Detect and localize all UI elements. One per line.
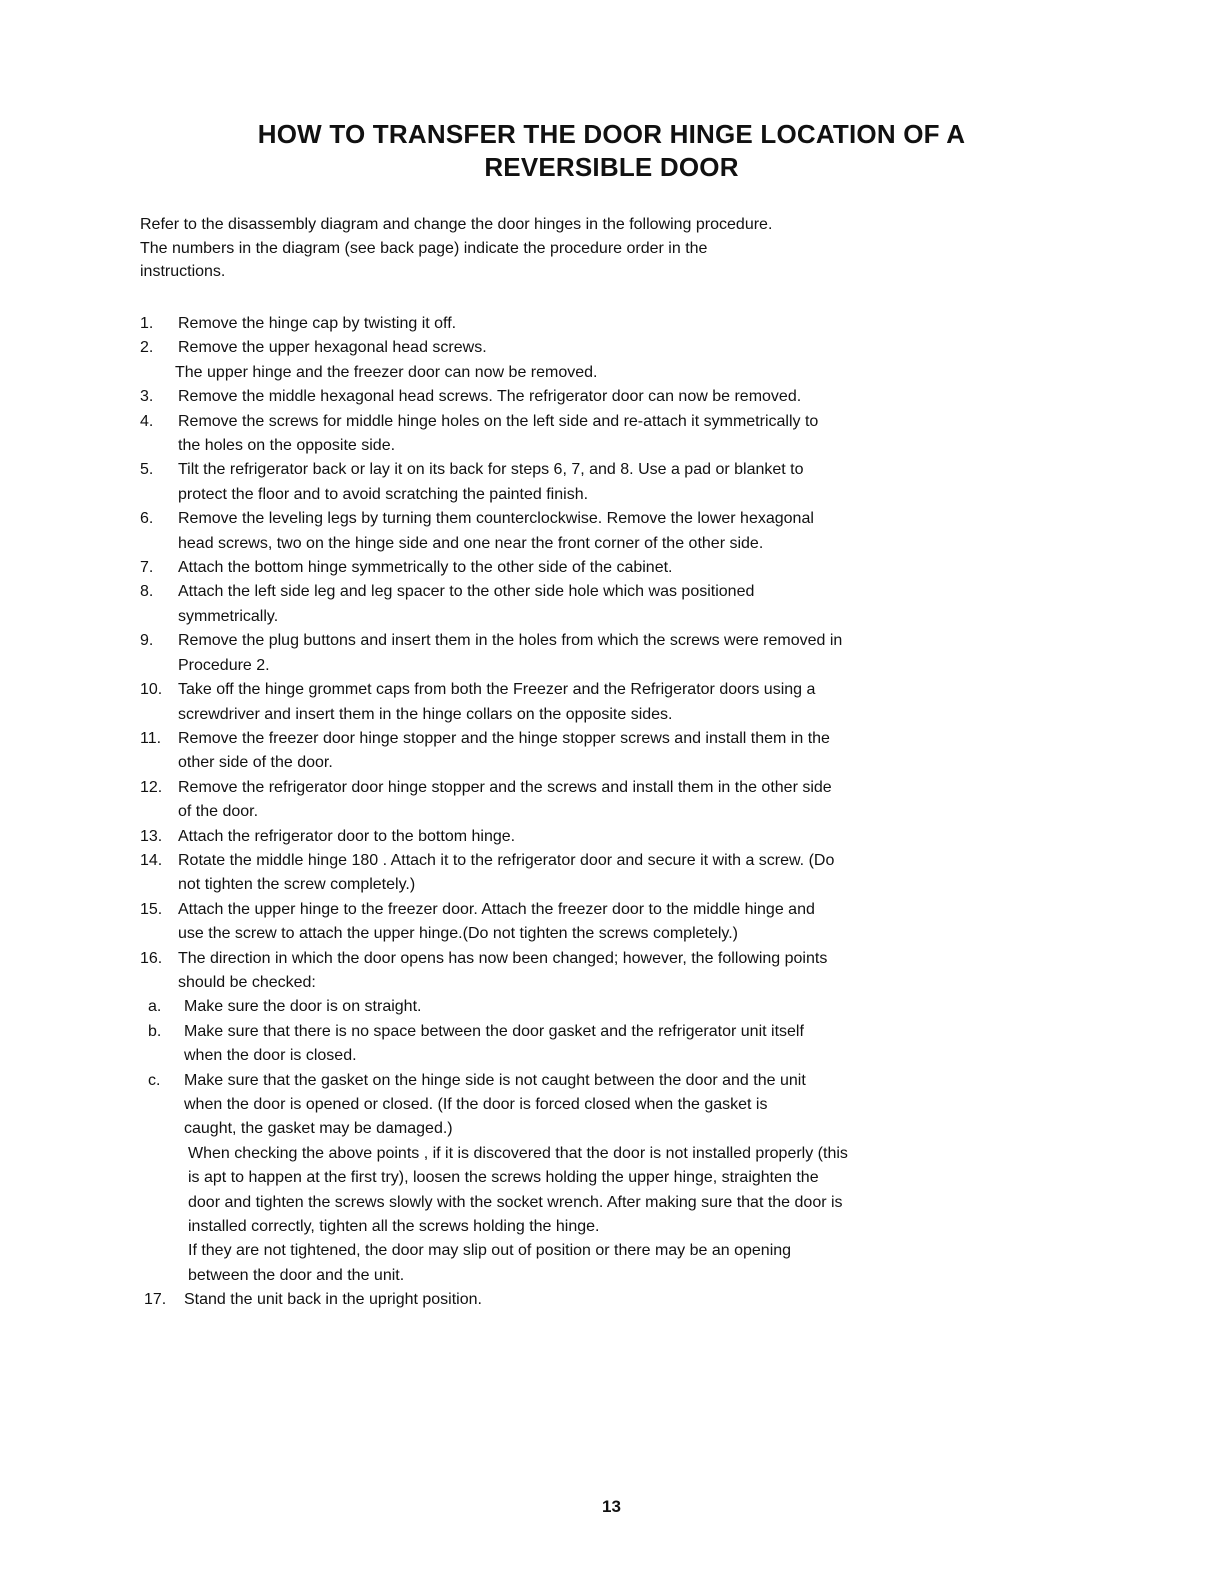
intro-line-2: The numbers in the diagram (see back page) indicate the procedure order in the	[140, 239, 708, 257]
page-number: 13	[602, 1497, 621, 1516]
step-line: use the screw to attach the upper hinge.(Do not tighten the screws completely.)	[178, 925, 738, 943]
step-line: Remove the plug buttons and insert them in the holes from which the screws were removed in	[178, 632, 843, 650]
step-line: Remove the leveling legs by turning them counterclockwise. Remove the lower hexagonal	[178, 510, 814, 528]
procedure-step-5	[140, 458, 1040, 507]
procedure-step-7	[140, 556, 1040, 580]
step-number: 8.	[140, 583, 154, 601]
after-checks-line: is apt to happen at the first try), loosen the screws holding the upper hinge, straighten the	[188, 1169, 819, 1187]
check-points-list	[140, 995, 1040, 1141]
step-line: Remove the hinge cap by twisting it off.	[178, 315, 457, 332]
procedure-step-2	[140, 336, 1040, 385]
step-line: Rotate the middle hinge 180 . Attach it to the refrigerator door and secure it with a screw. (Do	[178, 851, 835, 869]
step-number: 1.	[140, 315, 154, 332]
after-checks-line: door and tighten the screws slowly with the socket wrench. After making sure that the door is	[188, 1193, 843, 1211]
step-number: 5.	[140, 461, 154, 479]
step-line: Remove the refrigerator door hinge stopper and the screws and install them in the other side	[178, 778, 832, 796]
step-line: Procedure 2.	[178, 656, 270, 674]
procedure-step-13	[140, 825, 1040, 849]
check-point-letter: c.	[148, 1071, 161, 1089]
procedure-step-14	[140, 849, 1040, 898]
step-line: Remove the middle hexagonal head screws. The refrigerator door can now be removed.	[178, 388, 802, 406]
step-number: 6.	[140, 510, 154, 528]
step-line: Remove the upper hexagonal head screws.	[178, 339, 487, 357]
procedure-step-12	[140, 776, 1040, 825]
step-line: other side of the door.	[178, 754, 333, 772]
check-point-line: when the door is closed.	[184, 1047, 357, 1065]
step-line: The upper hinge and the freezer door can now be removed.	[175, 363, 598, 381]
step-number: 3.	[140, 388, 154, 406]
procedure-step-9	[140, 629, 1040, 678]
check-point-b	[140, 1020, 1040, 1069]
procedure-step-11	[140, 727, 1040, 776]
after-checks-line: between the door and the unit.	[188, 1266, 405, 1284]
step-number: 17.	[144, 1291, 167, 1309]
step-line: Attach the bottom hinge symmetrically to the other side of the cabinet.	[178, 559, 673, 577]
procedure-steps	[140, 312, 1040, 1313]
procedure-step-4	[140, 410, 1040, 459]
step-number: 9.	[140, 632, 154, 650]
after-checks-paragraph	[140, 1142, 1040, 1288]
step-line: should be checked:	[178, 973, 316, 991]
step-number: 2.	[140, 339, 154, 357]
step-line: of the door.	[178, 803, 259, 821]
step-number: 15.	[140, 900, 163, 918]
procedure-step-10	[140, 678, 1040, 727]
step-line: Remove the freezer door hinge stopper and the hinge stopper screws and install them in the	[178, 729, 830, 747]
step-number: 10.	[140, 681, 163, 699]
check-point-line: when the door is opened or closed. (If the door is forced closed when the gasket is	[184, 1096, 768, 1113]
after-checks-line: If they are not tightened, the door may slip out of position or there may be an opening	[188, 1242, 792, 1260]
step-line: protect the floor and to avoid scratching the painted finish.	[178, 485, 589, 503]
step-number: 13.	[140, 827, 163, 845]
procedure-step-1	[140, 312, 1040, 336]
procedure-step-8	[140, 580, 1040, 629]
title-line-1: HOW TO TRANSFER THE DOOR HINGE LOCATION OF A	[257, 119, 966, 149]
procedure-step-15	[140, 898, 1040, 947]
intro-paragraph	[140, 213, 1040, 284]
after-checks-line: installed correctly, tighten all the screws holding the hinge.	[188, 1218, 600, 1236]
step-line: Remove the screws for middle hinge holes on the left side and re-attach it symmetrically to	[178, 412, 819, 430]
step-number: 7.	[140, 559, 154, 577]
check-point-c	[140, 1069, 1040, 1142]
check-point-line: Make sure that there is no space between the door gasket and the refrigerator unit itself	[184, 1022, 804, 1040]
check-point-line: Make sure that the gasket on the hinge side is not caught between the door and the unit	[184, 1071, 806, 1089]
step-line: Attach the left side leg and leg spacer to the other side hole which was positioned	[178, 583, 755, 601]
title-line-2: REVERSIBLE DOOR	[484, 152, 739, 182]
page-title	[0, 118, 1223, 184]
check-point-line: Make sure the door is on straight.	[184, 998, 422, 1016]
after-checks-line: When checking the above points , if it is discovered that the door is not installed properly (this	[188, 1144, 848, 1162]
check-point-line: caught, the gasket may be damaged.)	[184, 1120, 453, 1138]
step-line: Tilt the refrigerator back or lay it on its back for steps 6, 7, and 8. Use a pad or blanket to	[178, 461, 804, 479]
step-line: not tighten the screw completely.)	[178, 876, 416, 894]
procedure-step-3	[140, 385, 1040, 409]
intro-line-3: instructions.	[140, 263, 226, 280]
step-line: Attach the refrigerator door to the bottom hinge.	[178, 827, 516, 845]
step-number: 16.	[140, 949, 163, 967]
procedure-step-6	[140, 507, 1040, 556]
step-number: 14.	[140, 851, 163, 869]
procedure-step-16	[140, 947, 1040, 996]
step-line: Attach the upper hinge to the freezer door. Attach the freezer door to the middle hinge and	[178, 900, 815, 918]
check-point-letter: b.	[148, 1022, 162, 1040]
step-line: Stand the unit back in the upright position.	[184, 1291, 482, 1309]
intro-line-1: Refer to the disassembly diagram and change the door hinges in the following procedure.	[140, 216, 773, 233]
step-line: Take off the hinge grommet caps from both the Freezer and the Refrigerator doors using a	[178, 681, 816, 699]
step-number: 11.	[140, 729, 162, 747]
check-point-a	[140, 995, 1040, 1019]
step-line: the holes on the opposite side.	[178, 437, 396, 455]
procedure-step-17	[140, 1288, 1040, 1312]
step-line: The direction in which the door opens has now been changed; however, the following points	[178, 949, 828, 967]
step-number: 4.	[140, 412, 154, 430]
step-line: screwdriver and insert them in the hinge collars on the opposite sides.	[178, 705, 673, 723]
check-point-letter: a.	[148, 998, 162, 1016]
step-line: head screws, two on the hinge side and one near the front corner of the other side.	[178, 534, 764, 552]
step-number: 12.	[140, 778, 163, 796]
step-line: symmetrically.	[178, 607, 279, 625]
